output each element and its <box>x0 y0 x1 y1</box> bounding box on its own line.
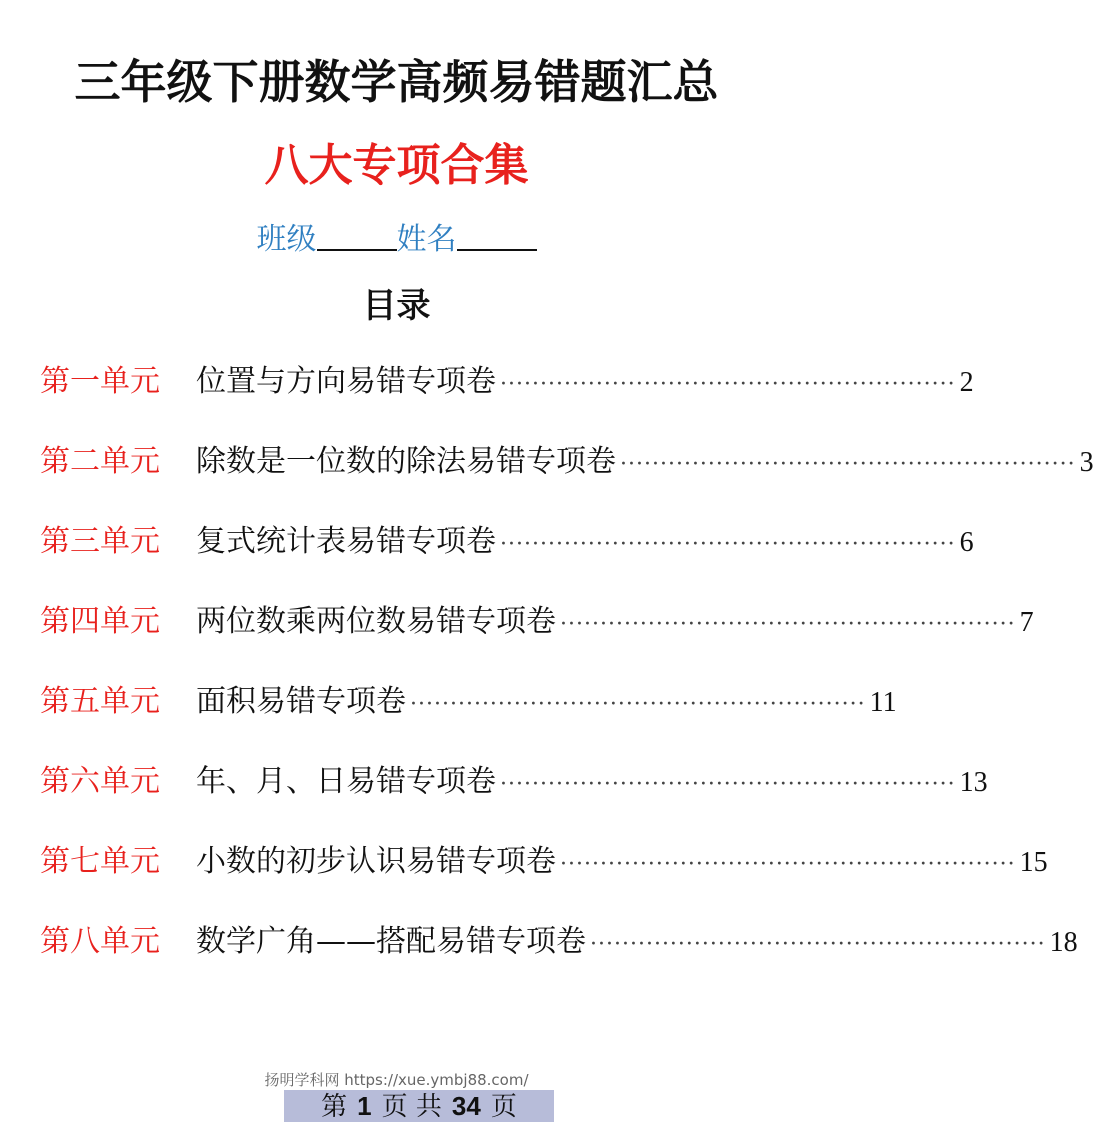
toc-page: 11 <box>869 687 897 718</box>
name-blank <box>457 219 537 251</box>
watermark: 扬明学科网 https://xue.ymbj88.com/ <box>264 1071 529 1089</box>
toc-leader: ························································· <box>500 532 956 557</box>
toc-unit: 第八单元 <box>40 924 160 959</box>
toc-page: 2 <box>959 367 974 398</box>
page-title: 三年级下册数学高频易错题汇总 <box>74 55 719 109</box>
toc-page: 13 <box>959 767 988 798</box>
toc-title: 年、月、日易错专项卷 <box>196 764 496 799</box>
class-blank <box>317 219 397 251</box>
toc-unit: 第四单元 <box>40 604 160 639</box>
name-label: 姓名 <box>396 222 457 257</box>
toc-title: 除数是一位数的除法易错专项卷 <box>196 444 616 479</box>
page-prefix: 第 <box>321 1092 348 1122</box>
toc-item <box>40 360 974 440</box>
toc-title: 位置与方向易错专项卷 <box>196 364 496 399</box>
class-label: 班级 <box>256 222 317 257</box>
toc-item <box>40 920 1078 1000</box>
toc-item <box>40 760 988 840</box>
toc-leader: ························································· <box>560 852 1016 877</box>
page-middle: 页 共 <box>381 1092 442 1122</box>
toc-page: 3 <box>1079 447 1094 478</box>
toc-title: 小数的初步认识易错专项卷 <box>196 844 556 879</box>
toc-title: 两位数乘两位数易错专项卷 <box>196 604 556 639</box>
toc-page: 6 <box>959 527 974 558</box>
toc-heading: 目录 <box>362 286 431 326</box>
page-subtitle: 八大专项合集 <box>264 140 529 191</box>
toc-leader: ························································· <box>500 772 956 797</box>
student-info <box>0 218 793 262</box>
toc-unit: 第二单元 <box>40 444 160 479</box>
toc-leader: ························································· <box>560 612 1016 637</box>
toc-list <box>40 360 1094 1000</box>
current-page: 1 <box>357 1091 372 1121</box>
toc-leader: ························································· <box>410 692 866 717</box>
toc-unit: 第三单元 <box>40 524 160 559</box>
toc-unit: 第七单元 <box>40 844 160 879</box>
toc-unit: 第五单元 <box>40 684 160 719</box>
toc-item <box>40 600 1034 680</box>
toc-item <box>40 520 974 600</box>
toc-leader: ························································· <box>620 452 1076 477</box>
toc-leader: ························································· <box>590 932 1046 957</box>
toc-page: 18 <box>1049 927 1078 958</box>
toc-title: 复式统计表易错专项卷 <box>196 524 496 559</box>
toc-item <box>40 680 897 760</box>
toc-leader: ························································· <box>500 372 956 397</box>
toc-unit: 第一单元 <box>40 364 160 399</box>
toc-item <box>40 440 1094 520</box>
toc-item <box>40 840 1048 920</box>
page-suffix: 页 <box>490 1092 517 1122</box>
page-number <box>284 1090 554 1122</box>
total-pages: 34 <box>451 1091 481 1121</box>
toc-title: 面积易错专项卷 <box>196 684 406 719</box>
toc-title: 数学广角——搭配易错专项卷 <box>196 924 586 959</box>
toc-unit: 第六单元 <box>40 764 160 799</box>
toc-page: 7 <box>1019 607 1034 638</box>
toc-page: 15 <box>1019 847 1048 878</box>
